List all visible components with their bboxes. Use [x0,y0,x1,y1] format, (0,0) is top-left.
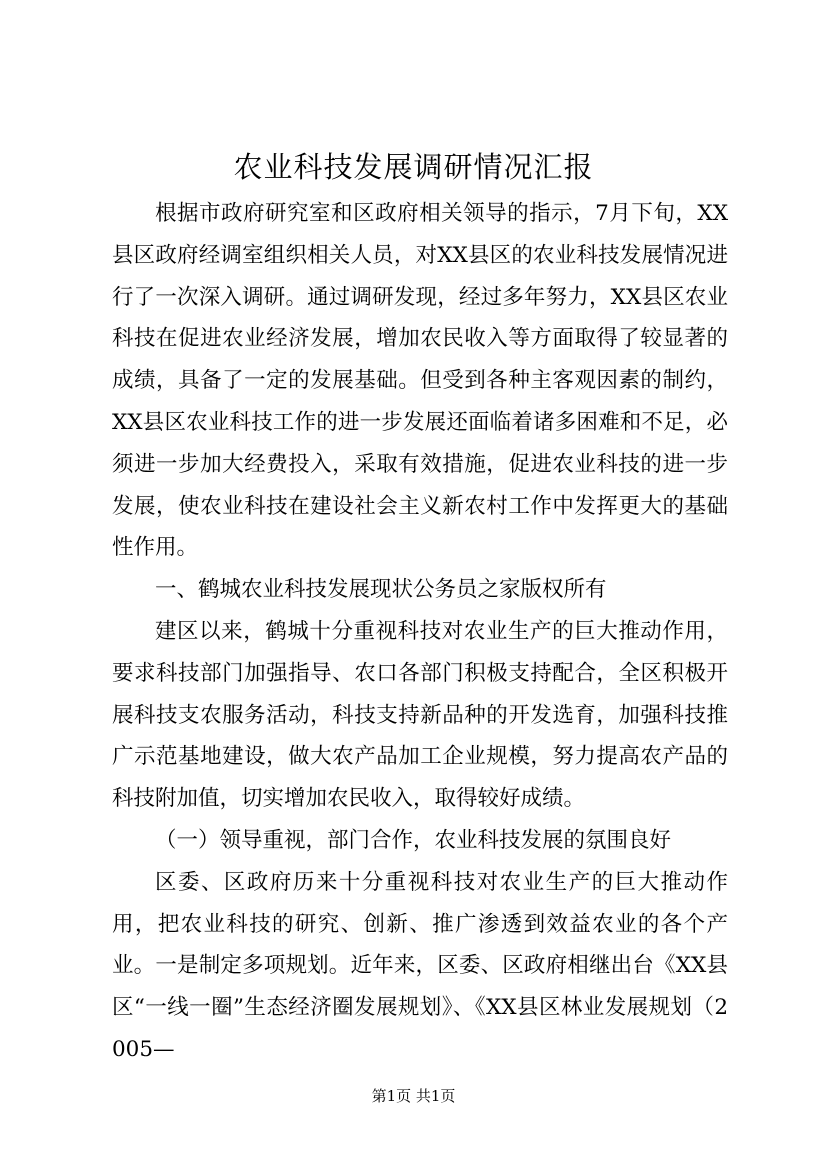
document-title: 农业科技发展调研情况汇报 [233,150,594,184]
subsection-heading-1: （一）领导重视，部门合作，农业科技发展的氛围良好 [155,827,672,853]
subsection-1-paragraph: 区委、区政府历来十分重视科技对农业生产的巨大推动作用，把农业科技的研究、创新、推广渗透到效益农业的各个产业。一是制定多项规划。近年来，区委、区政府相继出台《XX县区“一线一圈”生态经济圈发展规划》、《XX县区林业发展规划（2005— [112,869,728,1062]
page-footer: 第1页 共1页 [371,1087,456,1105]
document-body [112,193,728,1071]
section-1-paragraph: 建区以来，鹤城十分重视科技对农业生产的巨大推动作用，要求科技部门加强指导、农口各部门积极支持配合，全区积极开展科技支农服务活动，科技支持新品种的开发选育，加强科技推广示范基地建设，做大农产品加工企业规模，努力提高农产品的科技附加值，切实增加农民收入，取得较好成绩。 [112,618,728,812]
section-heading-1: 一、鹤城农业科技发展现状公务员之家版权所有 [155,577,607,603]
intro-paragraph: 根据市政府研究室和区政府相关领导的指示，7月下旬，XX县区政府经调室组织相关人员，对XX县区的农业科技发展情况进行了一次深入调研。通过调研发现，经过多年努力，XX县区农业科技在促进农业经济发展，增加农民收入等方面取得了较显著的成绩，具备了一定的发展基础。但受到各种主客观因素的制约，XX县区农业科技工作的进一步发展还面临着诸多困难和不足，必须进一步加大经费投入，采取有效措施，促进农业科技的进一步发展，使农业科技在建设社会主义新农村工作中发挥更大的基础性作用。 [112,201,728,561]
